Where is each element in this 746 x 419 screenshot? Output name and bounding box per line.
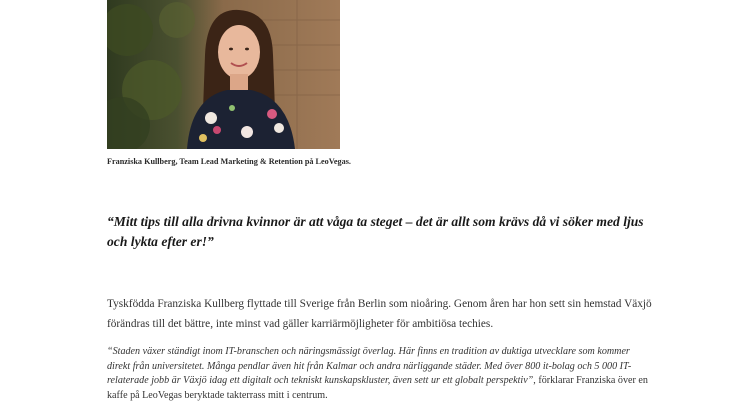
quote-attribution-text: , förklarar Franziska över en kaffe på LeoVegas beryktade takterrass mitt i centrum. [107, 375, 648, 401]
photo-caption: Franziska Kullberg, Team Lead Marketing & Retention på LeoVegas. [107, 157, 351, 166]
pull-quote: “Mitt tips till alla drivna kvinnor är att våga ta steget – det är allt som krävs då vi söker med ljus och lykta efter er!” [107, 214, 644, 249]
quote-paragraph [107, 345, 652, 403]
portrait-illustration [107, 0, 340, 149]
portrait-photo [107, 0, 340, 149]
quote-italic-text: “Staden växer ständigt inom IT-branschen och näringsmässigt överlag. Här finns en tradition av duktiga utvecklare som kommer direkt från universitetet. Många pendlar även hit från Kalmar och andra närliggande städer. Med över 800 it-bolag och 5 000 IT-relaterade jobb är Växjö idag ett digitalt och tekniskt kunskapskluster, även sett ur ett globalt perspektiv” [107, 346, 632, 387]
body-paragraph: Tyskfödda Franziska Kullberg flyttade till Sverige från Berlin som nioåring. Genom åren har hon sett sin hemstad Växjö förändras till det bättre, inte minst vad gäller karriärmöjligheter för ambitiösa techies. [107, 298, 652, 330]
